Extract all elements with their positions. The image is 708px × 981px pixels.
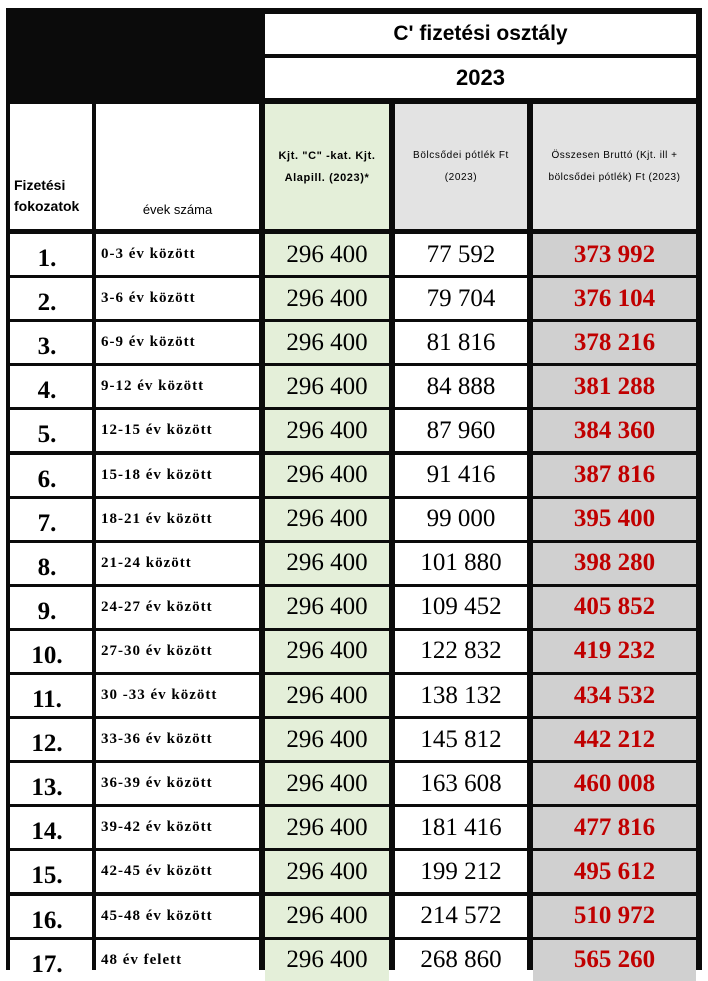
nursery-bonus-cell: 163 608 bbox=[395, 763, 527, 804]
grade-cell: 11. bbox=[10, 675, 92, 716]
total-gross-cell: 378 216 bbox=[533, 322, 696, 363]
nursery-bonus-cell: 109 452 bbox=[395, 587, 527, 628]
total-gross-cell: 381 288 bbox=[533, 366, 696, 407]
years-cell: 18-21 év között bbox=[96, 499, 259, 540]
total-gross-cell: 376 104 bbox=[533, 278, 696, 319]
base-salary-cell: 296 400 bbox=[265, 763, 389, 804]
grade-cell: 7. bbox=[10, 499, 92, 540]
years-cell: 12-15 év között bbox=[96, 410, 259, 451]
years-cell: 45-48 év között bbox=[96, 896, 259, 937]
total-gross-cell: 373 992 bbox=[533, 234, 696, 275]
salary-table bbox=[6, 8, 702, 978]
grade-cell: 15. bbox=[10, 851, 92, 892]
years-cell: 36-39 év között bbox=[96, 763, 259, 804]
years-cell: 9-12 év között bbox=[96, 366, 259, 407]
total-gross-cell: 460 008 bbox=[533, 763, 696, 804]
total-gross-cell: 405 852 bbox=[533, 587, 696, 628]
nursery-bonus-cell: 214 572 bbox=[395, 896, 527, 937]
column-header-bolcsodei: Bölcsődei pótlék Ft (2023) bbox=[395, 104, 527, 229]
years-cell: 21-24 között bbox=[96, 543, 259, 584]
grade-cell: 16. bbox=[10, 896, 92, 937]
nursery-bonus-cell: 268 860 bbox=[395, 940, 527, 981]
years-cell: 30 -33 év között bbox=[96, 675, 259, 716]
years-cell: 48 év felett bbox=[96, 940, 259, 981]
nursery-bonus-cell: 77 592 bbox=[395, 234, 527, 275]
years-cell: 6-9 év között bbox=[96, 322, 259, 363]
grade-cell: 10. bbox=[10, 631, 92, 672]
column-header-kjt: Kjt. "C" -kat. Kjt. Alapill. (2023)* bbox=[265, 104, 389, 229]
total-gross-cell: 495 612 bbox=[533, 851, 696, 892]
base-salary-cell: 296 400 bbox=[265, 322, 389, 363]
base-salary-cell: 296 400 bbox=[265, 455, 389, 496]
total-gross-cell: 395 400 bbox=[533, 499, 696, 540]
grade-cell: 13. bbox=[10, 763, 92, 804]
nursery-bonus-cell: 122 832 bbox=[395, 631, 527, 672]
nursery-bonus-cell: 101 880 bbox=[395, 543, 527, 584]
table-year: 2023 bbox=[265, 58, 696, 98]
grade-cell: 8. bbox=[10, 543, 92, 584]
years-cell: 24-27 év között bbox=[96, 587, 259, 628]
base-salary-cell: 296 400 bbox=[265, 366, 389, 407]
total-gross-cell: 565 260 bbox=[533, 940, 696, 981]
nursery-bonus-cell: 138 132 bbox=[395, 675, 527, 716]
base-salary-cell: 296 400 bbox=[265, 719, 389, 760]
total-gross-cell: 442 212 bbox=[533, 719, 696, 760]
column-header-osszesen: Összesen Bruttó (Kjt. ill + bölcsődei pótlék) Ft (2023) bbox=[533, 104, 696, 229]
grade-cell: 6. bbox=[10, 455, 92, 496]
column-header-evek: évek száma bbox=[96, 104, 259, 229]
grade-cell: 4. bbox=[10, 366, 92, 407]
table-title: C' fizetési osztály bbox=[265, 14, 696, 54]
base-salary-cell: 296 400 bbox=[265, 940, 389, 981]
base-salary-cell: 296 400 bbox=[265, 543, 389, 584]
grade-cell: 12. bbox=[10, 719, 92, 760]
nursery-bonus-cell: 81 816 bbox=[395, 322, 527, 363]
nursery-bonus-cell: 91 416 bbox=[395, 455, 527, 496]
base-salary-cell: 296 400 bbox=[265, 234, 389, 275]
base-salary-cell: 296 400 bbox=[265, 631, 389, 672]
nursery-bonus-cell: 87 960 bbox=[395, 410, 527, 451]
total-gross-cell: 477 816 bbox=[533, 807, 696, 848]
total-gross-cell: 434 532 bbox=[533, 675, 696, 716]
grade-cell: 1. bbox=[10, 234, 92, 275]
base-salary-cell: 296 400 bbox=[265, 807, 389, 848]
base-salary-cell: 296 400 bbox=[265, 896, 389, 937]
nursery-bonus-cell: 79 704 bbox=[395, 278, 527, 319]
total-gross-cell: 510 972 bbox=[533, 896, 696, 937]
grade-cell: 5. bbox=[10, 410, 92, 451]
years-cell: 27-30 év között bbox=[96, 631, 259, 672]
base-salary-cell: 296 400 bbox=[265, 851, 389, 892]
nursery-bonus-cell: 199 212 bbox=[395, 851, 527, 892]
column-header-fokozatok: Fizetési fokozatok bbox=[10, 104, 92, 229]
grade-cell: 14. bbox=[10, 807, 92, 848]
nursery-bonus-cell: 181 416 bbox=[395, 807, 527, 848]
nursery-bonus-cell: 84 888 bbox=[395, 366, 527, 407]
base-salary-cell: 296 400 bbox=[265, 278, 389, 319]
nursery-bonus-cell: 145 812 bbox=[395, 719, 527, 760]
total-gross-cell: 398 280 bbox=[533, 543, 696, 584]
base-salary-cell: 296 400 bbox=[265, 675, 389, 716]
total-gross-cell: 387 816 bbox=[533, 455, 696, 496]
years-cell: 0-3 év között bbox=[96, 234, 259, 275]
years-cell: 3-6 év között bbox=[96, 278, 259, 319]
years-cell: 42-45 év között bbox=[96, 851, 259, 892]
nursery-bonus-cell: 99 000 bbox=[395, 499, 527, 540]
years-cell: 15-18 év között bbox=[96, 455, 259, 496]
base-salary-cell: 296 400 bbox=[265, 587, 389, 628]
base-salary-cell: 296 400 bbox=[265, 410, 389, 451]
base-salary-cell: 296 400 bbox=[265, 499, 389, 540]
grade-cell: 3. bbox=[10, 322, 92, 363]
grade-cell: 2. bbox=[10, 278, 92, 319]
years-cell: 39-42 év között bbox=[96, 807, 259, 848]
grade-cell: 9. bbox=[10, 587, 92, 628]
total-gross-cell: 384 360 bbox=[533, 410, 696, 451]
total-gross-cell: 419 232 bbox=[533, 631, 696, 672]
years-cell: 33-36 év között bbox=[96, 719, 259, 760]
grade-cell: 17. bbox=[10, 940, 92, 981]
